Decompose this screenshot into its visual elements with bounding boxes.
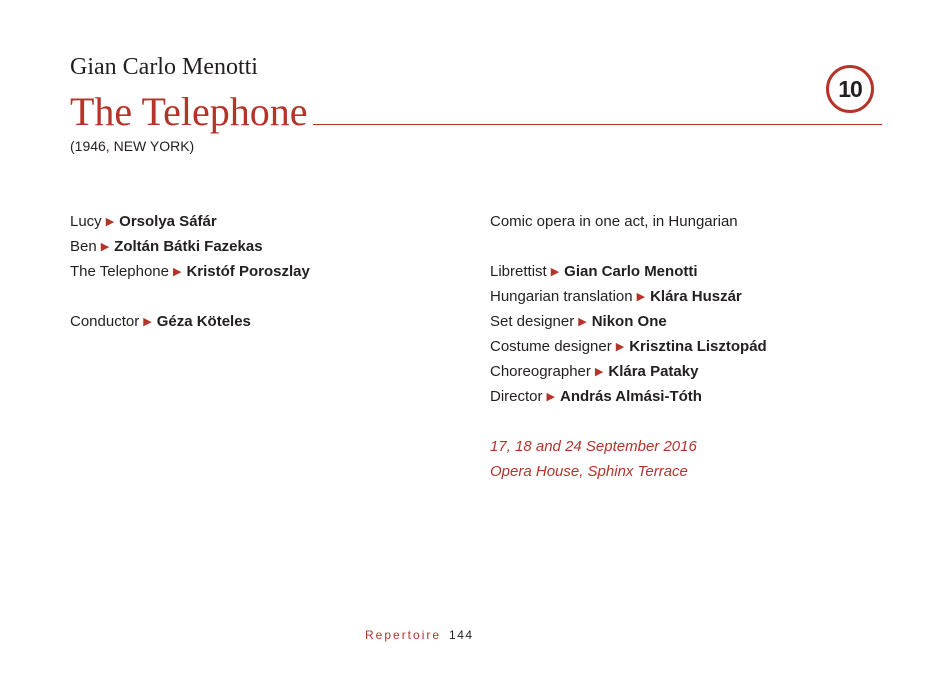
role-label: Ben <box>70 238 97 255</box>
role-label: Costume designer <box>490 338 612 355</box>
credit-row <box>490 334 890 359</box>
person-name: Kristóf Poroszlay <box>186 263 310 280</box>
performance-venue: Opera House, Sphinx Terrace <box>490 463 688 480</box>
role-label: Lucy <box>70 213 102 230</box>
arrow-right-icon: ▶ <box>615 341 625 353</box>
role-label: Set designer <box>490 313 575 330</box>
person-name: András Almási-Tóth <box>559 388 702 405</box>
credits-column <box>490 209 890 484</box>
page-title: The Telephone <box>70 89 308 134</box>
arrow-right-icon: ▶ <box>594 366 604 378</box>
cast-column <box>70 209 470 334</box>
person-name: Géza Köteles <box>156 313 251 330</box>
credit-row <box>490 384 890 409</box>
number-badge: 10 <box>826 65 874 113</box>
credit-row <box>490 259 890 284</box>
work-description: Comic opera in one act, in Hungarian <box>490 213 738 230</box>
arrow-right-icon: ▶ <box>105 216 115 228</box>
role-label: Conductor <box>70 313 140 330</box>
role-label: The Telephone <box>70 263 169 280</box>
composer-name: Gian Carlo Menotti <box>70 54 258 80</box>
person-name: Krisztina Lisztopád <box>629 338 767 355</box>
arrow-right-icon: ▶ <box>100 241 110 253</box>
spacer <box>70 284 470 309</box>
credit-row <box>490 359 890 384</box>
role-label: Director <box>490 388 543 405</box>
person-name: Klára Huszár <box>650 288 742 305</box>
arrow-right-icon: ▶ <box>550 266 560 278</box>
role-label: Librettist <box>490 263 547 280</box>
title-divider <box>313 124 882 125</box>
page-footer <box>365 628 474 642</box>
role-label: Hungarian translation <box>490 288 633 305</box>
spacer <box>490 409 890 434</box>
premiere-info: (1946, NEW YORK) <box>70 138 195 154</box>
credit-row <box>490 284 890 309</box>
title-row <box>70 88 882 132</box>
person-name: Nikon One <box>591 313 667 330</box>
performance-dates: 17, 18 and 24 September 2016 <box>490 438 697 455</box>
role-label: Choreographer <box>490 363 591 380</box>
cast-row <box>70 234 470 259</box>
arrow-right-icon: ▶ <box>172 266 182 278</box>
arrow-right-icon: ▶ <box>578 316 587 328</box>
section-label: Repertoire <box>365 628 442 642</box>
credit-row <box>490 309 890 334</box>
person-name: Gian Carlo Menotti <box>564 263 698 280</box>
arrow-right-icon: ▶ <box>143 316 152 328</box>
person-name: Orsolya Sáfár <box>119 213 217 230</box>
arrow-right-icon: ▶ <box>546 391 555 403</box>
conductor-row <box>70 309 470 334</box>
page-number: 144 <box>449 628 474 642</box>
cast-row <box>70 259 470 284</box>
spacer <box>490 234 890 259</box>
arrow-right-icon: ▶ <box>636 291 646 303</box>
cast-row <box>70 209 470 234</box>
person-name: Zoltán Bátki Fazekas <box>114 238 263 255</box>
person-name: Klára Pataky <box>608 363 699 380</box>
